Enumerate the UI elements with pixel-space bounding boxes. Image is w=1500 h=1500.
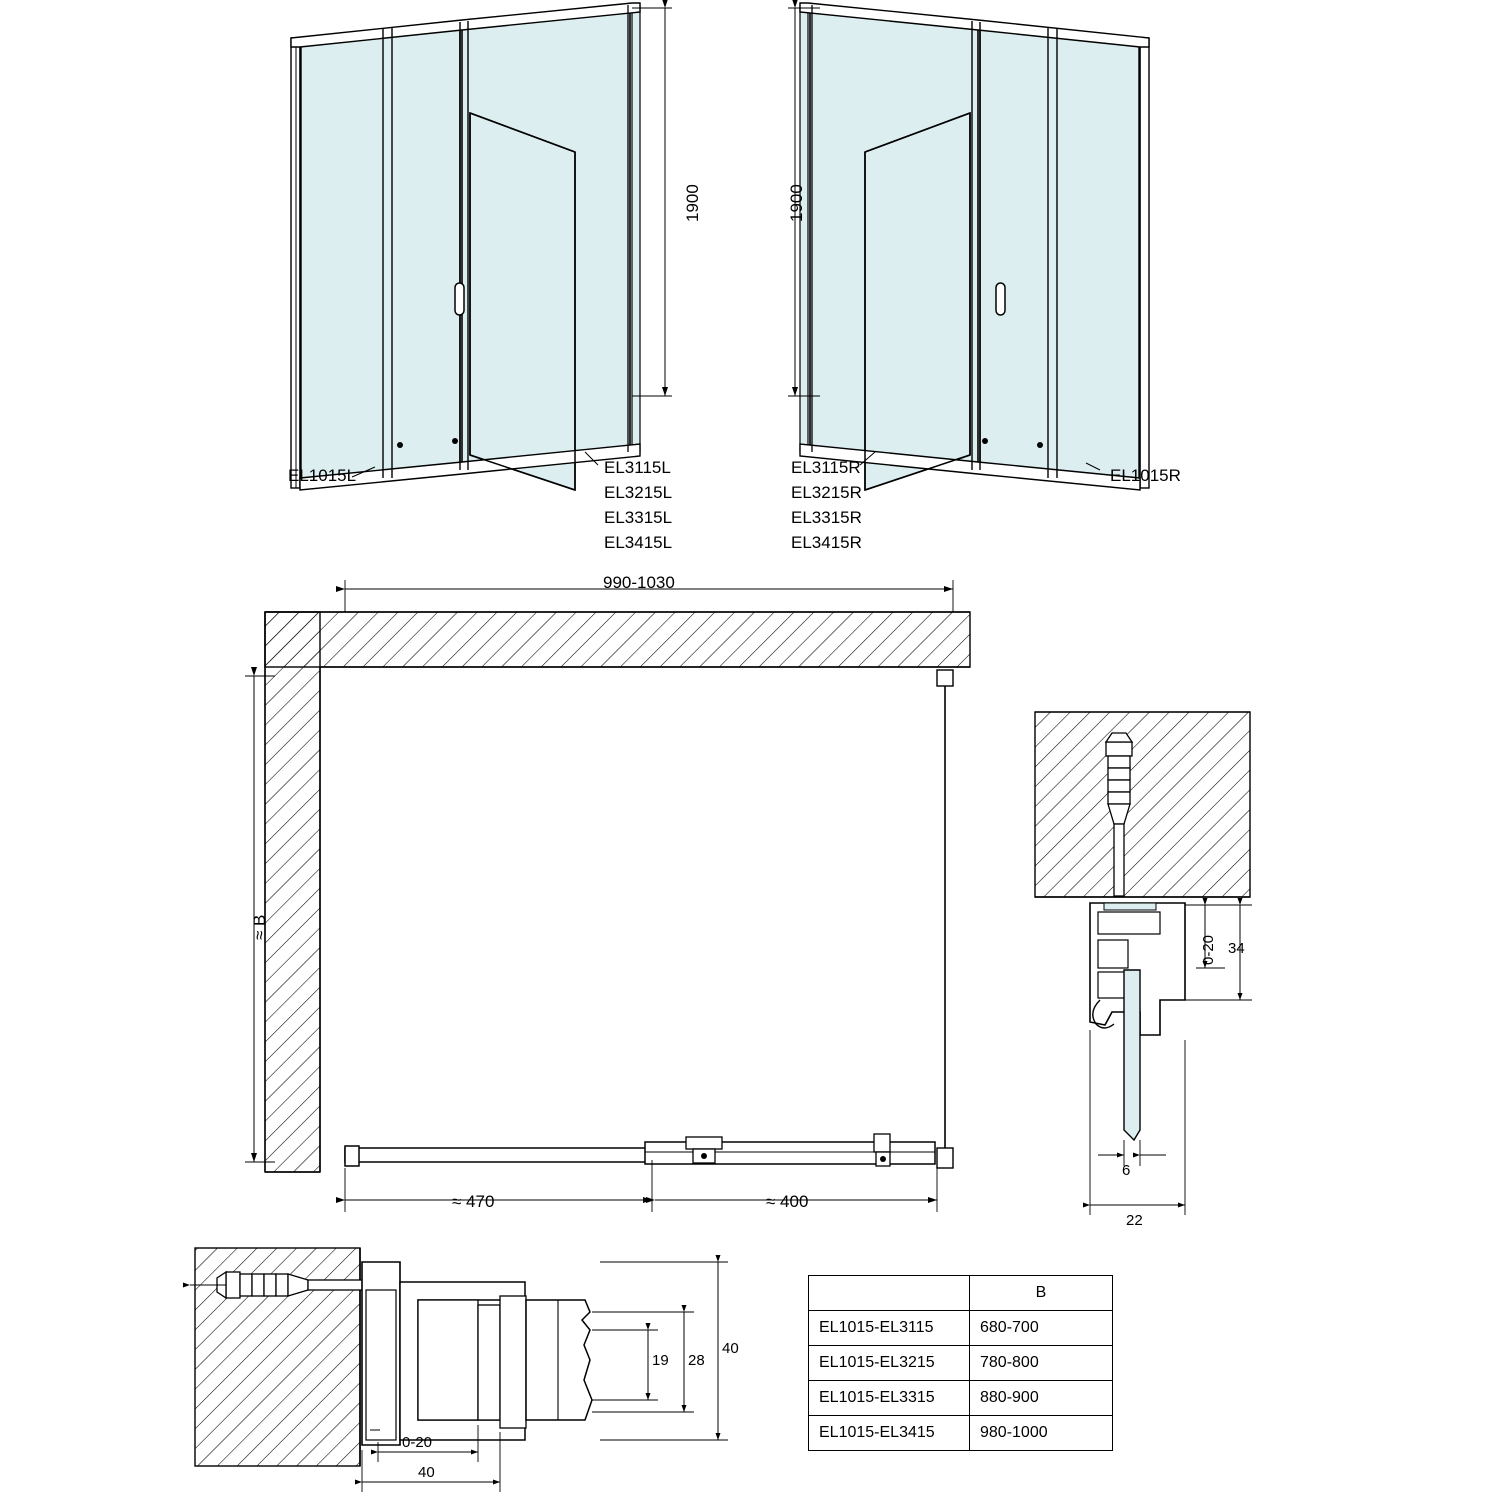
label-el3415l: EL3415L (604, 533, 673, 552)
label-el3215l: EL3215L (604, 483, 673, 502)
dim-bottom-19: 19 (652, 1352, 669, 1369)
view-right-enclosure (788, 3, 1149, 490)
table-header-empty (809, 1276, 970, 1311)
table-header-row (809, 1276, 1113, 1311)
table-cell-b: 880-900 (970, 1381, 1113, 1416)
label-el1015r: EL1015R (1110, 466, 1181, 485)
label-el3215r: EL3215R (791, 483, 862, 502)
label-el3315l: EL3315L (604, 508, 673, 527)
view-plan (245, 580, 970, 1212)
dim-detail-34: 34 (1228, 940, 1245, 957)
table-cell-model: EL1015-EL3215 (809, 1346, 970, 1381)
table-cell-b: 680-700 (970, 1311, 1113, 1346)
table-cell-model: EL1015-EL3315 (809, 1381, 970, 1416)
dim-bottom-0-20: 0-20 (402, 1434, 433, 1451)
dim-bottom-40: 40 (418, 1464, 435, 1481)
view-left-enclosure (291, 3, 672, 490)
table-row (809, 1416, 1113, 1451)
table-cell-b: 780-800 (970, 1346, 1113, 1381)
dim-detail-22: 22 (1126, 1212, 1143, 1229)
dim-plan-470: ≈ 470 (452, 1192, 495, 1211)
table-row (809, 1311, 1113, 1346)
dim-height-left: 1900 (683, 184, 702, 222)
dim-detail-6: 6 (1122, 1162, 1131, 1179)
table-row (809, 1346, 1113, 1381)
table-cell-model: EL1015-EL3115 (809, 1311, 970, 1346)
size-table (808, 1275, 1113, 1451)
dim-bottom-40-outer: 40 (722, 1340, 739, 1357)
table-cell-model: EL1015-EL3415 (809, 1416, 970, 1451)
table-cell-b: 980-1000 (970, 1416, 1113, 1451)
label-el3315r: EL3315R (791, 508, 862, 527)
label-el1015l: EL1015L (288, 466, 357, 485)
dim-detail-0-20: 0-20 (1200, 934, 1217, 965)
dim-plan-b: ≈ B (250, 914, 269, 940)
dim-bottom-28: 28 (688, 1352, 705, 1369)
table-header-b: B (970, 1276, 1113, 1311)
dim-height-right: 1900 (787, 184, 806, 222)
table-row (809, 1381, 1113, 1416)
label-el3415r: EL3415R (791, 533, 862, 552)
detail-wall-profile (1035, 712, 1252, 1215)
dim-plan-400: ≈ 400 (766, 1192, 809, 1211)
detail-bottom-profile (190, 1248, 728, 1492)
label-el3115l: EL3115L (604, 458, 671, 477)
label-el3115r: EL3115R (791, 458, 861, 477)
dim-plan-width: 990-1030 (603, 573, 675, 592)
